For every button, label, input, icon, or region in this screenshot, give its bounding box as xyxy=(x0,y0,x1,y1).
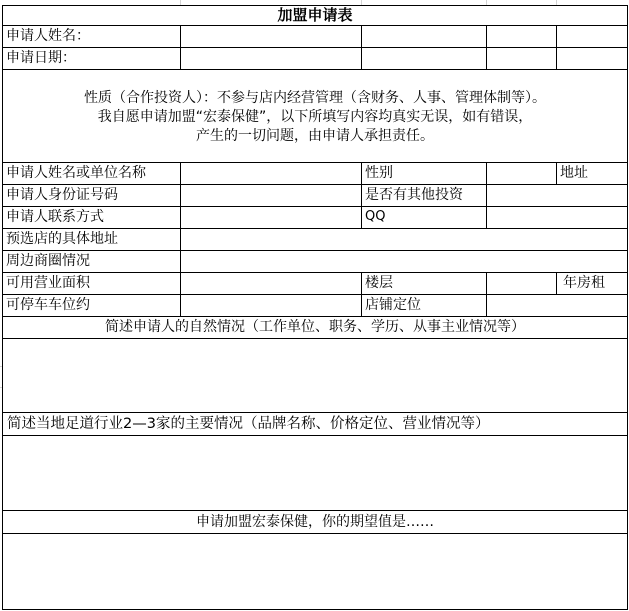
label-floor: 楼层 xyxy=(365,275,393,291)
label-name-or-org: 申请人姓名或单位名称 xyxy=(6,165,146,181)
label-contact: 申请人联系方式 xyxy=(6,209,104,225)
label-id-number: 申请人身份证号码 xyxy=(6,187,118,203)
row-line xyxy=(2,47,628,48)
section-expectation: 申请加盟宏泰保健，你的期望值是…… xyxy=(196,514,434,530)
nature-statement-line-1: 性质（合作投资人）：不参与店内经营管理（含财务、人事、管理体制等）。 xyxy=(84,90,546,106)
label-store-position: 店铺定位 xyxy=(365,297,421,313)
col-line xyxy=(556,162,557,184)
row-line xyxy=(2,338,628,339)
row-line xyxy=(2,533,628,534)
col-line xyxy=(361,162,362,228)
nature-statement-line-2: 我自愿申请加盟“宏泰保健”，以下所填写内容均真实无误，如有错误， xyxy=(97,109,533,125)
row-line xyxy=(2,510,628,511)
col-line xyxy=(556,272,557,294)
col-line xyxy=(180,25,181,70)
row-line xyxy=(2,435,628,436)
row-line xyxy=(2,294,628,295)
col-line xyxy=(486,162,487,228)
col-line xyxy=(486,25,487,70)
section-natural-situation: 简述申请人的自然情况（工作单位、职务、学历、从事主业情况等） xyxy=(105,319,525,335)
label-annual-rent: 年房租 xyxy=(563,275,605,291)
label-qq: QQ xyxy=(365,209,386,224)
label-store-address: 预选店的具体地址 xyxy=(6,231,118,247)
col-line xyxy=(361,25,362,70)
label-parking: 可停车车位约 xyxy=(6,297,90,313)
section-local-industry: 简述当地足道行业2—3家的主要情况（品牌名称、价格定位、营业情况等） xyxy=(7,416,490,432)
label-business-circle: 周边商圈情况 xyxy=(6,253,90,269)
border-bottom xyxy=(2,609,628,610)
row-line xyxy=(2,412,628,413)
label-applicant-name: 申请人姓名： xyxy=(6,28,90,44)
row-line xyxy=(2,272,628,273)
row-line xyxy=(2,250,628,251)
col-line xyxy=(556,25,557,70)
col-line xyxy=(361,272,362,316)
col-line xyxy=(180,162,181,316)
nature-statement-line-3: 产生的一切问题，由申请人承担责任。 xyxy=(196,128,434,144)
label-address: 地址 xyxy=(560,165,588,181)
row-line xyxy=(2,25,628,26)
label-gender: 性别 xyxy=(365,165,393,181)
label-business-area: 可用营业面积 xyxy=(6,275,90,291)
label-other-investment: 是否有其他投资 xyxy=(365,187,463,203)
row-line xyxy=(2,69,628,70)
form-title: 加盟申请表 xyxy=(277,6,353,24)
label-apply-date: 申请日期： xyxy=(6,50,76,66)
col-line xyxy=(486,272,487,316)
